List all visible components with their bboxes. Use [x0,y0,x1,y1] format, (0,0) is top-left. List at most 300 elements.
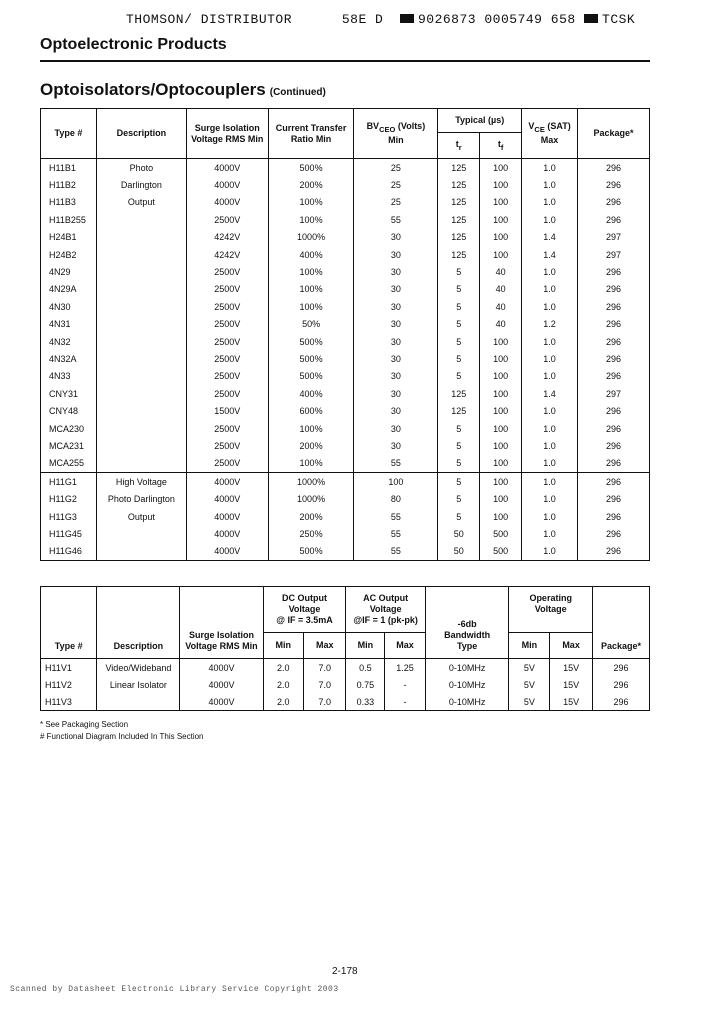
cell-vce: 1.0 [522,508,578,525]
cell-surge: 4000V [180,659,263,677]
cell-tf: 100 [480,194,522,211]
table-row [41,490,650,507]
cell-package: 296 [592,693,649,711]
cell-type: 4N31 [49,319,71,330]
cell-op-max: 15V [550,693,593,711]
cell-description: Linear Isolator [97,676,180,693]
col-operating: Operating Voltage [509,587,592,633]
table-row [41,316,650,333]
block-mark [400,14,414,23]
cell-ac-max: 1.25 [385,659,426,677]
cell-type: H11G1 [41,473,97,491]
cell-tr: 125 [438,211,480,228]
col-ac-max: Max [385,633,426,659]
cell-description [96,229,186,246]
cell-bvceo: 30 [354,281,438,298]
cell-type: 4N30 [49,301,71,312]
table-row [41,693,650,711]
cell-tf: 100 [480,159,522,177]
cell-description [96,333,186,350]
col-bandwidth: -6db Bandwidth Type [425,587,509,659]
cell-surge: 2500V [186,350,268,367]
cell-package: 296 [578,211,650,228]
cell-tf: 100 [480,368,522,385]
block-mark [584,14,598,23]
cell-description [96,263,186,280]
cell-ctr: 100% [268,211,354,228]
cell-type: H11G2 [49,494,77,505]
table-row [41,508,650,525]
cell-tf: 100 [480,473,522,491]
cell-vce: 1.0 [522,455,578,473]
linear-isolator-table [40,586,650,711]
cell-tr: 5 [438,350,480,367]
cell-ctr: 1000% [268,229,354,246]
cell-type: H11G46 [49,546,82,557]
cell-surge: 4242V [186,246,268,263]
cell-dc-max: 7.0 [304,659,346,677]
cell-type: H11B255 [49,214,86,225]
cell-surge: 4242V [186,229,268,246]
cell-surge: 4000V [186,176,268,193]
col-ac-min: Min [346,633,385,659]
cell-package: 296 [578,194,650,211]
cell-tf: 40 [480,263,522,280]
cell-bvceo: 30 [354,368,438,385]
cell-description [96,246,186,263]
cell-tr: 50 [438,525,480,542]
header-code1: 58E D [341,12,384,27]
cell-op-min: 5V [509,659,550,677]
cell-tf: 500 [480,543,522,561]
cell-ctr: 100% [268,281,354,298]
cell-tr: 5 [438,420,480,437]
cell-ac-min: 0.75 [346,676,385,693]
cell-ctr: 200% [268,437,354,454]
cell-package: 297 [578,229,650,246]
cell-ac-min: 0.33 [346,693,385,711]
cell-ctr: 100% [268,298,354,315]
cell-description [97,693,180,711]
header-code3: TCSK [602,12,636,27]
cell-description: Output [96,194,186,211]
cell-dc-max: 7.0 [304,693,346,711]
cell-dc-min: 2.0 [263,693,303,711]
cell-type: 4N29 [49,267,71,278]
cell-tr: 5 [438,298,480,315]
cell-type: 4N32 [49,336,71,347]
cell-description [96,420,186,437]
cell-surge: 4000V [186,473,268,491]
cell-tf: 100 [480,385,522,402]
cell-tf: 100 [480,508,522,525]
cell-surge: 4000V [186,525,268,542]
col-description: Description [96,109,186,159]
cell-bvceo: 30 [354,298,438,315]
cell-vce: 1.0 [522,543,578,561]
cell-vce: 1.0 [522,525,578,542]
cell-surge: 4000V [186,543,268,561]
cell-vce: 1.0 [522,281,578,298]
cell-description [96,455,186,473]
cell-description [96,402,186,419]
cell-surge: 2500V [186,437,268,454]
cell-type: H24B2 [49,249,77,260]
cell-tf: 100 [480,350,522,367]
table-row [41,246,650,263]
cell-tf: 100 [480,455,522,473]
table-row [41,263,650,280]
cell-type: MCA231 [49,440,85,451]
cell-tr: 5 [438,333,480,350]
table-row [41,543,650,561]
header-code2: 9026873 0005749 658 [417,12,576,27]
page-number: 2-178 [332,966,358,977]
table-row [41,298,650,315]
cell-bandwidth: 0-10MHz [425,693,509,711]
cell-tr: 125 [438,385,480,402]
col-dc-max: Max [304,633,346,659]
cell-bvceo: 30 [354,263,438,280]
cell-bvceo: 100 [354,473,438,491]
col-package: Package* [592,587,649,659]
table-row [41,385,650,402]
cell-package: 296 [578,525,650,542]
cell-tr: 125 [438,402,480,419]
cell-op-min: 5V [509,676,550,693]
table-title-suffix: (Continued) [269,87,326,98]
cell-bvceo: 30 [354,333,438,350]
table-row [41,159,650,177]
cell-package: 296 [578,490,650,507]
cell-ctr: 1000% [268,490,354,507]
cell-tr: 125 [438,176,480,193]
cell-surge: 2500V [186,333,268,350]
cell-vce: 1.4 [522,385,578,402]
cell-package: 296 [578,437,650,454]
col-surge: Surge Isolation Voltage RMS Min [186,109,268,159]
table-row [41,211,650,228]
cell-ctr: 250% [268,525,354,542]
cell-tr: 125 [438,229,480,246]
cell-ctr: 100% [268,455,354,473]
cell-tf: 40 [480,281,522,298]
cell-surge: 2500V [186,385,268,402]
cell-bvceo: 30 [354,437,438,454]
cell-ctr: 100% [268,194,354,211]
cell-bvceo: 30 [354,350,438,367]
cell-package: 296 [578,420,650,437]
cell-type: H11V3 [45,696,72,707]
note-functional-diagram: # Functional Diagram Included In This Section [40,732,204,741]
table-title [40,80,326,100]
cell-ctr: 100% [268,263,354,280]
cell-description [96,298,186,315]
cell-ctr: 400% [268,385,354,402]
cell-package: 296 [578,455,650,473]
table-row [41,368,650,385]
cell-vce: 1.0 [522,176,578,193]
cell-ctr: 500% [268,350,354,367]
cell-vce: 1.0 [522,350,578,367]
cell-description: Output [96,508,186,525]
cell-type: MCA255 [49,458,85,469]
cell-tr: 5 [438,316,480,333]
cell-package: 296 [592,676,649,693]
cell-description [96,368,186,385]
table-row [41,420,650,437]
cell-description [96,350,186,367]
cell-package: 296 [592,659,649,677]
cell-description [96,211,186,228]
table-row [41,402,650,419]
col-surge: Surge Isolation Voltage RMS Min [180,587,263,659]
cell-ctr: 1000% [268,473,354,491]
cell-ctr: 500% [268,543,354,561]
cell-tr: 5 [438,437,480,454]
cell-type: H11V2 [45,679,72,690]
cell-type: H11B3 [49,197,76,208]
table-row [41,437,650,454]
cell-surge: 4000V [186,194,268,211]
cell-tf: 100 [480,490,522,507]
cell-description: High Voltage [96,473,186,491]
col-bvceo: $BV_{CEO}$ (Volts) Min [354,109,438,159]
cell-type: H11G3 [49,511,77,522]
cell-bvceo: 55 [354,543,438,561]
cell-bvceo: 30 [354,246,438,263]
cell-type: 4N33 [49,371,71,382]
cell-type: H24B1 [49,232,77,243]
cell-bvceo: 25 [354,194,438,211]
optocoupler-table [40,108,650,561]
cell-vce: 1.0 [522,437,578,454]
section-title: Optoelectronic Products [40,36,227,53]
note-packaging: * See Packaging Section [40,720,129,729]
cell-tr: 50 [438,543,480,561]
cell-description [96,543,186,561]
cell-type: H11B2 [49,180,76,191]
table-row [41,350,650,367]
cell-tf: 100 [480,420,522,437]
col-package: Package* [578,109,650,159]
cell-tf: 100 [480,437,522,454]
cell-bvceo: 30 [354,402,438,419]
col-type: Type # [41,109,97,159]
cell-bvceo: 25 [354,176,438,193]
cell-type: CNY31 [49,388,79,399]
cell-package: 296 [578,333,650,350]
cell-package: 296 [578,543,650,561]
cell-vce: 1.4 [522,246,578,263]
cell-surge: 4000V [180,693,263,711]
cell-package: 296 [578,473,650,491]
cell-surge: 4000V [186,490,268,507]
cell-bvceo: 30 [354,420,438,437]
cell-type: 4N32A [49,353,77,364]
col-dc-output: DC Output Voltage @ IF = 3.5mA [263,587,346,633]
cell-bvceo: 30 [354,385,438,402]
cell-package: 296 [578,368,650,385]
table-row [41,176,650,193]
cell-ctr: 50% [268,316,354,333]
cell-surge: 2500V [186,316,268,333]
cell-tf: 100 [480,402,522,419]
cell-package: 296 [578,298,650,315]
cell-ctr: 200% [268,176,354,193]
cell-surge: 2500V [186,281,268,298]
cell-type: H11V1 [45,662,72,673]
col-type: Type # [41,587,97,659]
section-rule [40,60,650,62]
table-row [41,194,650,211]
table-row [41,229,650,246]
cell-ctr: 500% [268,333,354,350]
cell-package: 296 [578,402,650,419]
cell-vce: 1.0 [522,194,578,211]
col-op-max: Max [550,633,593,659]
cell-vce: 1.2 [522,316,578,333]
cell-op-max: 15V [550,676,593,693]
table-row [41,659,650,677]
cell-surge: 2500V [186,298,268,315]
cell-vce: 1.0 [522,263,578,280]
cell-vce: 1.0 [522,159,578,177]
cell-package: 296 [578,350,650,367]
cell-package: 296 [578,316,650,333]
cell-type: MCA230 [49,423,85,434]
cell-ctr: 500% [268,368,354,385]
cell-tr: 125 [438,194,480,211]
cell-tf: 100 [480,246,522,263]
cell-bvceo: 30 [354,229,438,246]
cell-type: CNY48 [49,406,79,417]
cell-tr: 5 [438,263,480,280]
cell-bvceo: 55 [354,211,438,228]
cell-op-min: 5V [509,693,550,711]
col-tr: $t_r$ [438,133,480,159]
cell-package: 296 [578,176,650,193]
cell-type: H11G45 [49,528,82,539]
col-ac-output: AC Output Voltage @IF = 1 (pk-pk) [346,587,425,633]
cell-description [96,316,186,333]
cell-description [96,525,186,542]
optocoupler-table-body [41,159,650,561]
cell-bvceo: 55 [354,508,438,525]
header-left: THOMSON/ DISTRIBUTOR [126,12,293,27]
cell-tf: 100 [480,333,522,350]
cell-dc-max: 7.0 [304,676,346,693]
cell-ctr: 400% [268,246,354,263]
table-row [41,676,650,693]
cell-surge: 1500V [186,402,268,419]
cell-package: 297 [578,385,650,402]
cell-description [96,281,186,298]
cell-ctr: 600% [268,402,354,419]
cell-description: Darlington [96,176,186,193]
col-ctr: Current Transfer Ratio Min [268,109,354,159]
cell-package: 296 [578,281,650,298]
cell-bvceo: 55 [354,455,438,473]
cell-dc-min: 2.0 [263,659,303,677]
cell-tr: 5 [438,473,480,491]
table-title-text: Optoisolators/Optocouplers [40,80,266,99]
cell-vce: 1.0 [522,333,578,350]
table-row [41,281,650,298]
cell-bandwidth: 0-10MHz [425,676,509,693]
cell-vce: 1.4 [522,229,578,246]
table-row [41,333,650,350]
col-op-min: Min [509,633,550,659]
cell-tr: 125 [438,246,480,263]
cell-bandwidth: 0-10MHz [425,659,509,677]
cell-tr: 125 [438,159,480,177]
cell-tr: 5 [438,490,480,507]
cell-tr: 5 [438,455,480,473]
col-tf: $t_f$ [480,133,522,159]
col-description: Description [97,587,180,659]
cell-bvceo: 80 [354,490,438,507]
cell-bvceo: 30 [354,316,438,333]
cell-vce: 1.0 [522,402,578,419]
cell-vce: 1.0 [522,211,578,228]
cell-ac-max: - [385,676,426,693]
cell-description: Photo [96,159,186,177]
cell-tf: 100 [480,176,522,193]
cell-package: 296 [578,263,650,280]
document-header [126,12,635,27]
cell-description [96,437,186,454]
cell-description [96,385,186,402]
cell-vce: 1.0 [522,368,578,385]
cell-surge: 2500V [186,455,268,473]
cell-type: H11B1 [49,162,76,173]
linear-isolator-table-body [41,659,650,711]
table-row [41,473,650,491]
cell-tr: 5 [438,508,480,525]
cell-ctr: 500% [268,159,354,177]
cell-ac-max: - [385,693,426,711]
cell-tr: 5 [438,368,480,385]
cell-type: 4N29A [49,284,77,295]
cell-surge: 4000V [186,508,268,525]
cell-description: Photo Darlington [96,490,186,507]
cell-tf: 100 [480,211,522,228]
col-vce: $V_{CE}$ (SAT) Max [522,109,578,159]
cell-tf: 40 [480,316,522,333]
col-dc-min: Min [263,633,303,659]
cell-tf: 40 [480,298,522,315]
cell-vce: 1.0 [522,420,578,437]
cell-package: 297 [578,246,650,263]
cell-surge: 4000V [180,676,263,693]
copyright-footer: Scanned by Datasheet Electronic Library Service Copyright 2003 [10,985,339,994]
cell-vce: 1.0 [522,490,578,507]
cell-bvceo: 55 [354,525,438,542]
cell-surge: 2500V [186,420,268,437]
cell-tf: 100 [480,229,522,246]
cell-description: Video/Wideband [97,659,180,677]
cell-vce: 1.0 [522,473,578,491]
cell-ac-min: 0.5 [346,659,385,677]
cell-package: 296 [578,159,650,177]
cell-surge: 4000V [186,159,268,177]
cell-op-max: 15V [550,659,593,677]
cell-tf: 500 [480,525,522,542]
table-row [41,525,650,542]
cell-ctr: 200% [268,508,354,525]
cell-vce: 1.0 [522,298,578,315]
